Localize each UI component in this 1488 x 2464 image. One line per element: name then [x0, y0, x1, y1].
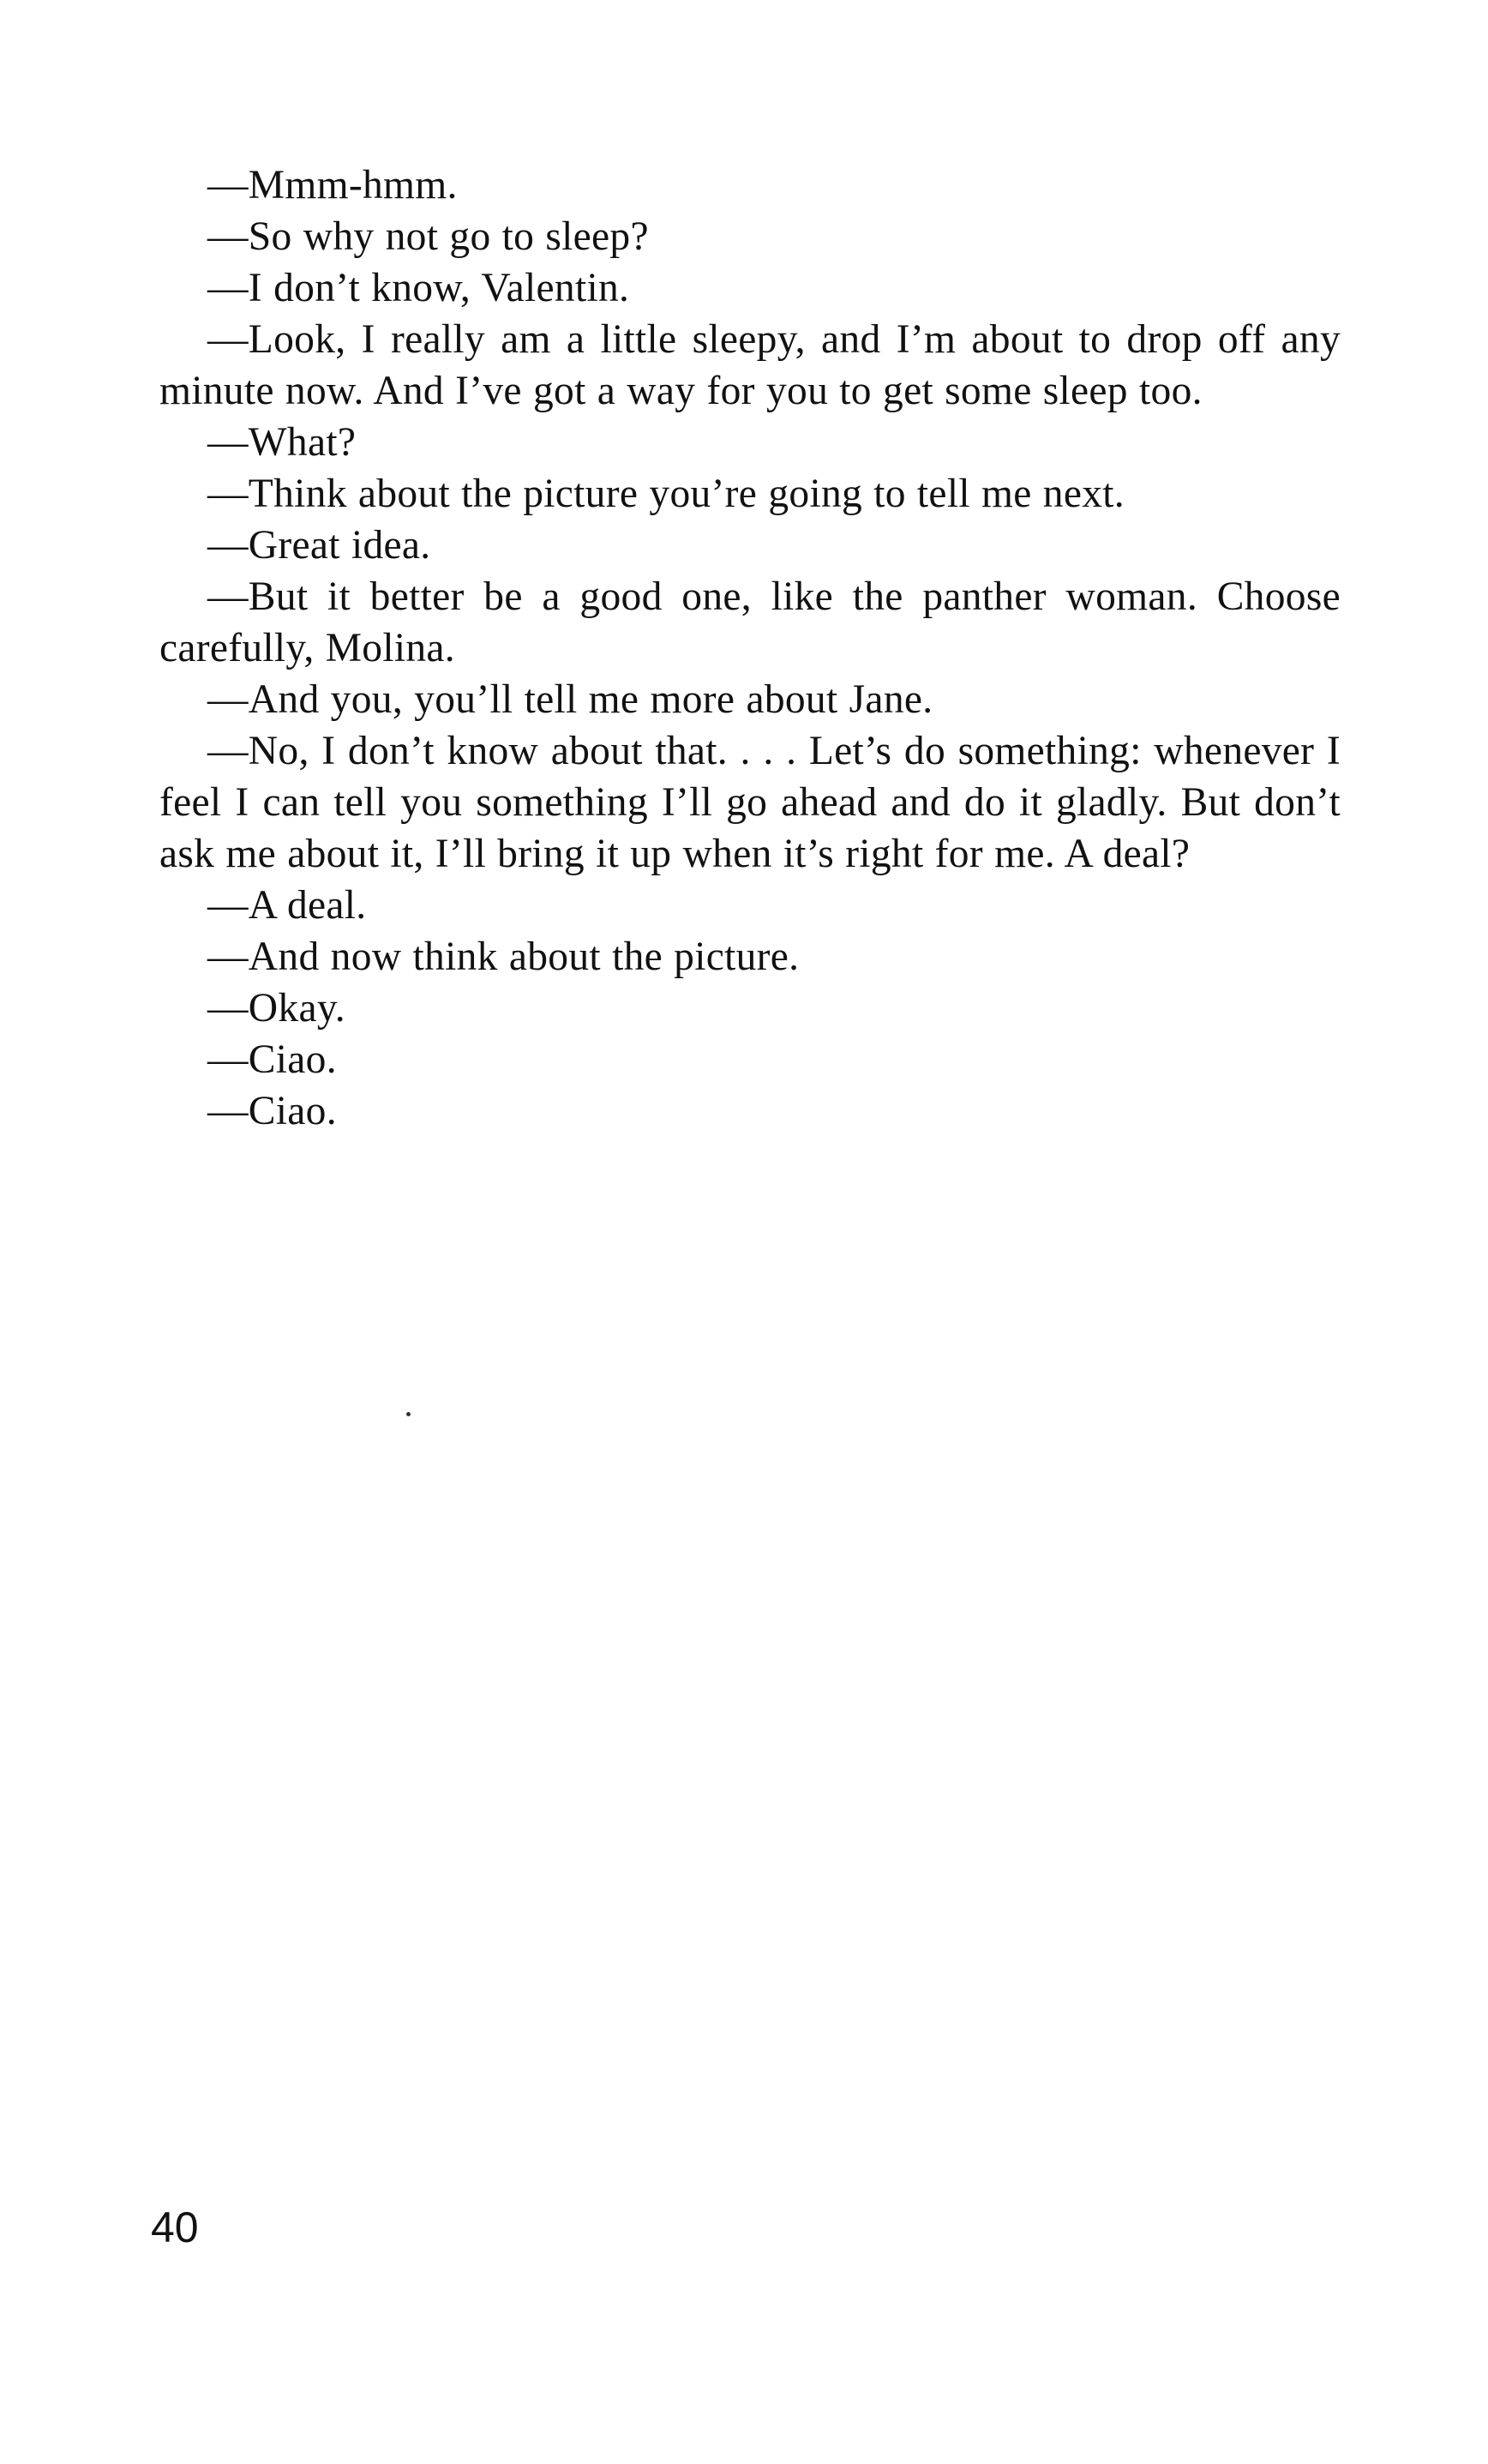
paragraph: —And now think about the picture. [207, 935, 800, 979]
paragraph: —Mmm-hmm. [207, 163, 458, 207]
paragraph: —And you, you’ll tell me more about Jane. [207, 677, 933, 722]
paragraph: —What? [207, 420, 357, 465]
page-number: 40 [151, 2203, 199, 2251]
paragraph: —Ciao. [207, 1089, 337, 1133]
dialogue-text [159, 159, 1341, 1137]
paragraph: —But it better be a good one, like the panther woman. Choose carefully, Molina. [159, 574, 1341, 670]
paragraph: —Okay. [207, 986, 345, 1031]
paragraph: —No, I don’t know about that. . . . Let’s do something: whenever I feel I can tell you something I’ll go ahead and do it gladly. But don’t ask me about it, I’ll bring it up when it’s right for me. A deal? [159, 729, 1341, 876]
stray-dot [406, 1412, 411, 1416]
paragraph: —Ciao. [207, 1037, 337, 1082]
paragraph: —A deal. [207, 883, 367, 928]
paragraph: —So why not go to sleep? [207, 214, 649, 259]
paragraph: —Think about the picture you’re going to tell me next. [207, 472, 1125, 516]
paragraph: —Great idea. [207, 523, 431, 568]
paragraph: —Look, I really am a little sleepy, and I’m about to drop off any minute now. And I’ve got a way for you to get some sleep too. [159, 317, 1341, 413]
paragraph: —I don’t know, Valentin. [207, 266, 630, 310]
